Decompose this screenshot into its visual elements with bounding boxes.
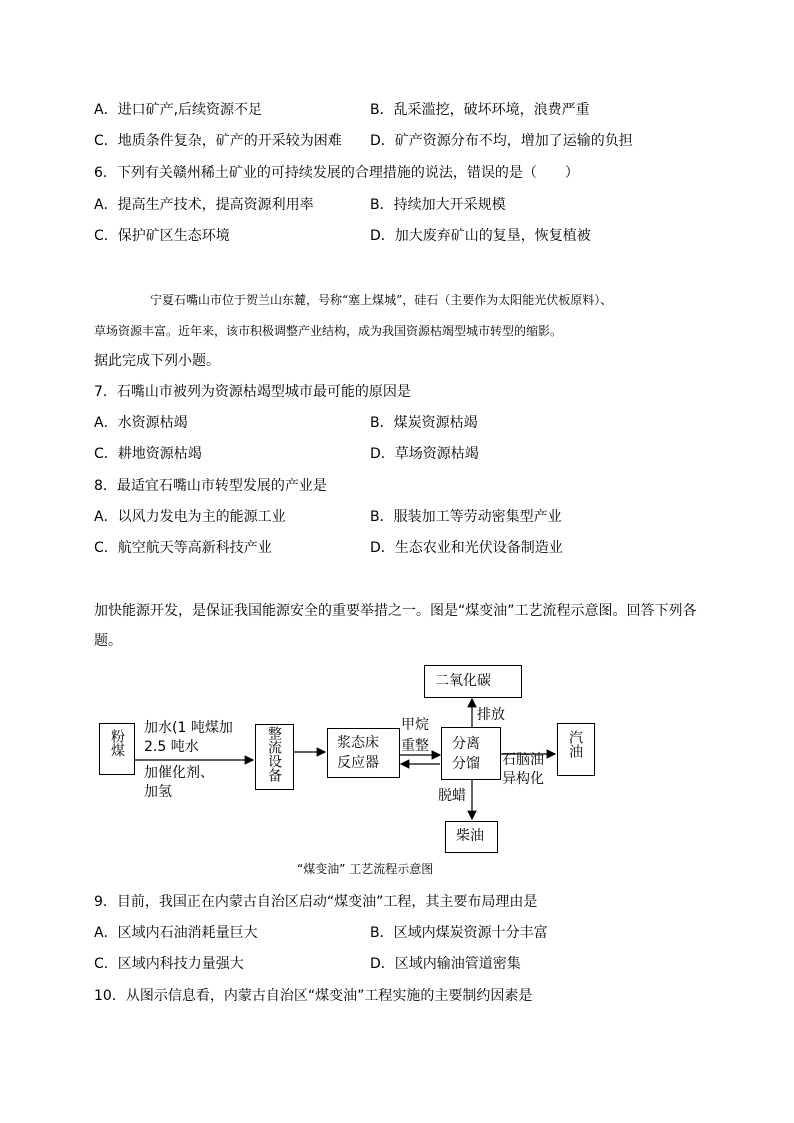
input-label-ratio: 2.5 吨水 — [144, 739, 199, 755]
q8-stem: 8．最适宜石嘴山市转型发展的产业是 — [94, 478, 327, 494]
rectifier-box — [255, 724, 294, 790]
naphtha-label-2: 异构化 — [502, 771, 544, 787]
gasoline-box — [557, 723, 595, 776]
q8-option-a: A．以风力发电为主的能源工业 — [94, 509, 286, 525]
passage1-instruction: 据此完成下列小题。 — [94, 353, 220, 369]
q7-stem: 7．石嘴山市被列为资源枯竭型城市最可能的原因是 — [94, 384, 411, 400]
input-label-hydrogen: 加氢 — [144, 784, 172, 800]
diagram-caption: “煤变油” 工艺流程示意图 — [297, 862, 434, 876]
q6-option-d: D．加大废弃矿山的复垦，恢复植被 — [370, 228, 591, 244]
coal-powder-box — [99, 723, 135, 775]
q7-option-d: D．草场资源枯竭 — [370, 446, 479, 462]
q6-option-a: A．提高生产技术，提高资源利用率 — [94, 197, 314, 213]
q9-stem: 9．目前，我国正在内蒙古自治区启动“煤变油”工程，其主要布局理由是 — [94, 894, 538, 910]
q5-option-d: D．矿产资源分布不均，增加了运输的负担 — [370, 133, 633, 149]
diesel-box — [445, 821, 498, 853]
dewax-label: 脱蜡 — [438, 788, 466, 804]
q7-option-b: B．煤炭资源枯竭 — [370, 415, 478, 431]
passage1-line2: 草场资源丰富。近年来，该市积极调整产业结构，成为我国资源枯竭型城市转型的缩影。 — [94, 324, 563, 338]
naphtha-label-1: 石脑油 — [502, 752, 544, 768]
reactor-label-1: 浆态床 — [337, 735, 379, 751]
q10-stem: 10．从图示信息看，内蒙古自治区“煤变油”工程实施的主要制约因素是 — [94, 988, 533, 1004]
rectifier-label: 整流设备 — [266, 726, 282, 782]
q6-stem: 6．下列有关赣州稀土矿业的可持续发展的合理措施的说法，错误的是（ ） — [94, 165, 579, 181]
q5-option-a: A．进口矿产,后续资源不足 — [94, 102, 263, 118]
co2-box — [424, 665, 522, 698]
q6-option-b: B．持续加大开采规模 — [370, 197, 506, 213]
coal-powder-label: 粉煤 — [109, 729, 125, 757]
q9-option-a: A．区域内石油消耗量巨大 — [94, 925, 258, 941]
q8-option-c: C．航空航天等高新科技产业 — [94, 540, 272, 556]
q9-option-b: B．区域内煤炭资源十分丰富 — [370, 925, 548, 941]
methane-label-2: 重整 — [401, 738, 429, 754]
passage1-line1: 宁夏石嘴山市位于贺兰山东麓，号称“塞上煤城”，硅石（主要作为太阳能光伏板原料）、 — [150, 293, 613, 307]
diesel-label: 柴油 — [456, 828, 484, 844]
passage2-line1: 加快能源开发，是保证我国能源安全的重要举措之一。图是“煤变油”工艺流程示意图。回答下列各 — [94, 603, 697, 619]
reactor-label-2: 反应器 — [337, 755, 379, 771]
methane-label-1: 甲烷 — [401, 717, 429, 733]
input-label-water: 加水(1 吨煤加 — [144, 720, 233, 736]
separator-box — [441, 727, 501, 780]
q9-option-d: D．区域内输油管道密集 — [370, 956, 521, 972]
q7-option-a: A．水资源枯竭 — [94, 415, 188, 431]
co2-label: 二氧化碳 — [435, 673, 491, 689]
q7-option-c: C．耕地资源枯竭 — [94, 446, 202, 462]
q9-option-c: C．区域内科技力量强大 — [94, 956, 244, 972]
q5-option-c: C．地质条件复杂，矿产的开采较为困难 — [94, 133, 342, 149]
q8-option-b: B．服装加工等劳动密集型产业 — [370, 509, 562, 525]
q6-option-c: C．保护矿区生态环境 — [94, 228, 230, 244]
q5-option-b: B．乱采滥挖，破坏环境，浪费严重 — [370, 102, 590, 118]
reactor-box — [327, 728, 400, 778]
q8-option-d: D．生态农业和光伏设备制造业 — [370, 540, 563, 556]
emit-label: 排放 — [477, 707, 505, 723]
separator-label-1: 分离 — [452, 736, 480, 752]
passage2-line2: 题。 — [94, 633, 122, 649]
gasoline-label: 汽油 — [567, 730, 583, 758]
input-label-catalyst: 加催化剂、 — [144, 765, 214, 781]
separator-label-2: 分馏 — [452, 756, 480, 772]
